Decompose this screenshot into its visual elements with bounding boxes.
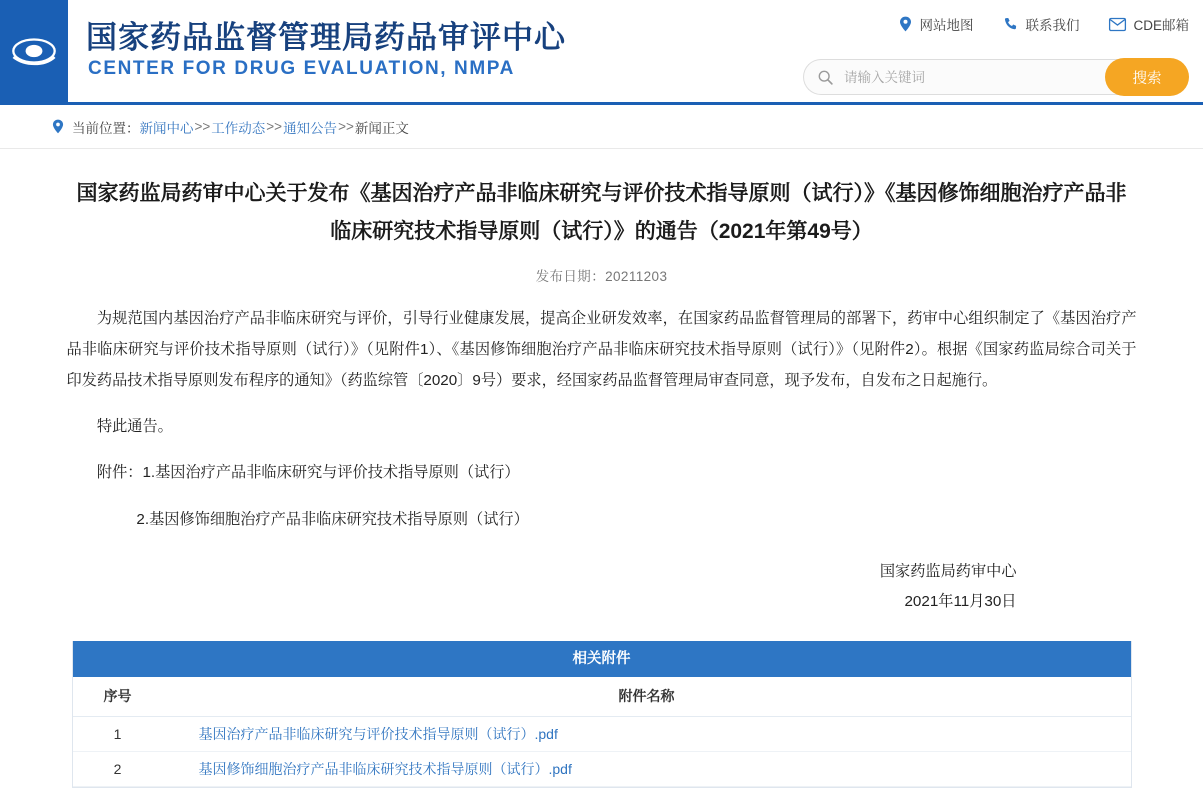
map-pin-icon [899, 16, 912, 32]
column-header-no: 序号 [73, 677, 163, 717]
attachment-panel [72, 641, 1132, 788]
search-input[interactable] [842, 69, 1092, 86]
publish-date-value: 20211203 [605, 269, 668, 284]
publish-date [67, 265, 1137, 285]
article-paragraph: 特此通告。 [96, 418, 173, 436]
brand-title-en: CENTER FOR DRUG EVALUATION, NMPA [88, 58, 515, 79]
cde-eye-logo-icon [11, 34, 57, 68]
attachment-line-2: 2.基因修饰细胞治疗产品非临床研究技术指导原则（试行） [136, 510, 529, 528]
breadcrumb-item-work-updates[interactable]: 工作动态 [211, 120, 266, 136]
attachment-line-1: 附件：1.基因治疗产品非临床研究与评价技术指导原则（试行） [96, 464, 520, 482]
attachment-row-no: 2 [73, 752, 163, 787]
attachment-link[interactable]: 基因修饰细胞治疗产品非临床研究技术指导原则（试行）.pdf [198, 761, 572, 778]
attachment-panel-title: 相关附件 [73, 641, 1131, 677]
breadcrumb-item-current: 新闻正文 [354, 120, 409, 136]
site-logo[interactable] [0, 0, 68, 102]
top-link-list [899, 14, 1189, 34]
site-header [0, 0, 1203, 105]
table-row [73, 752, 1131, 787]
page-title: 国家药监局药审中心关于发布《基因治疗产品非临床研究与评价技术指导原则（试行）》《基因修饰细胞治疗产品非临床研究技术指导原则（试行）》的通告（2021年第49号） [76, 182, 1127, 243]
location-pin-icon [52, 119, 64, 134]
breadcrumb-label: 当前位置： [72, 120, 140, 136]
breadcrumb-item-announcements[interactable]: 通知公告 [283, 120, 338, 136]
article [67, 149, 1137, 617]
breadcrumb-separator: >> [194, 119, 211, 134]
table-row [73, 717, 1131, 752]
top-link-mail-label: CDE邮箱 [1133, 18, 1189, 33]
search-button[interactable]: 搜索 [1105, 58, 1189, 96]
search-icon [818, 70, 833, 85]
attachment-row-name [163, 717, 1131, 752]
attachment-row-no: 1 [73, 717, 163, 752]
article-body [67, 303, 1137, 535]
phone-icon [1003, 17, 1018, 32]
column-header-name: 附件名称 [163, 677, 1131, 717]
signature-block [67, 557, 1137, 617]
attachment-row-name [163, 752, 1131, 787]
breadcrumb-item-news-center[interactable]: 新闻中心 [139, 120, 194, 136]
top-link-contact[interactable] [1003, 14, 1079, 34]
top-link-contact-label: 联系我们 [1025, 18, 1080, 33]
top-link-mail[interactable] [1109, 14, 1189, 34]
top-link-sitemap-label: 网站地图 [919, 18, 974, 33]
brand-title-cn: 国家药品监督管理局药品审评中心 [86, 20, 566, 55]
breadcrumb-separator: >> [266, 119, 283, 134]
search-box[interactable] [803, 59, 1123, 95]
article-paragraph: 为规范国内基因治疗产品非临床研究与评价，引导行业健康发展，提高企业研发效率，在国家药品监督管理局的部署下，药审中心组织制定了《基因治疗产品非临床研究与评价技术指导原则（试行）》（见附件1）、《基因修饰细胞治疗产品非临床研究技术指导原则（试行）》（见附件2）。根据《国家药监局综合司关于印发药品技术指导原则发布程序的通知》（药监综管〔2020〕9号）要求，经国家药品监督管理局审查同意，现予发布，自发布之日起施行。 [66, 310, 1137, 389]
mail-icon [1109, 18, 1126, 31]
breadcrumb [0, 105, 1203, 149]
attachment-table [73, 677, 1131, 788]
attachment-link[interactable]: 基因治疗产品非临床研究与评价技术指导原则（试行）.pdf [198, 726, 558, 743]
search-area [803, 58, 1189, 96]
table-header-row [73, 677, 1131, 717]
signature-org: 国家药监局药审中心 [879, 562, 1017, 580]
signature-date: 2021年11月30日 [904, 592, 1017, 610]
top-link-sitemap[interactable] [899, 14, 973, 34]
publish-date-label: 发布日期： [535, 269, 606, 284]
breadcrumb-separator: >> [338, 119, 354, 134]
